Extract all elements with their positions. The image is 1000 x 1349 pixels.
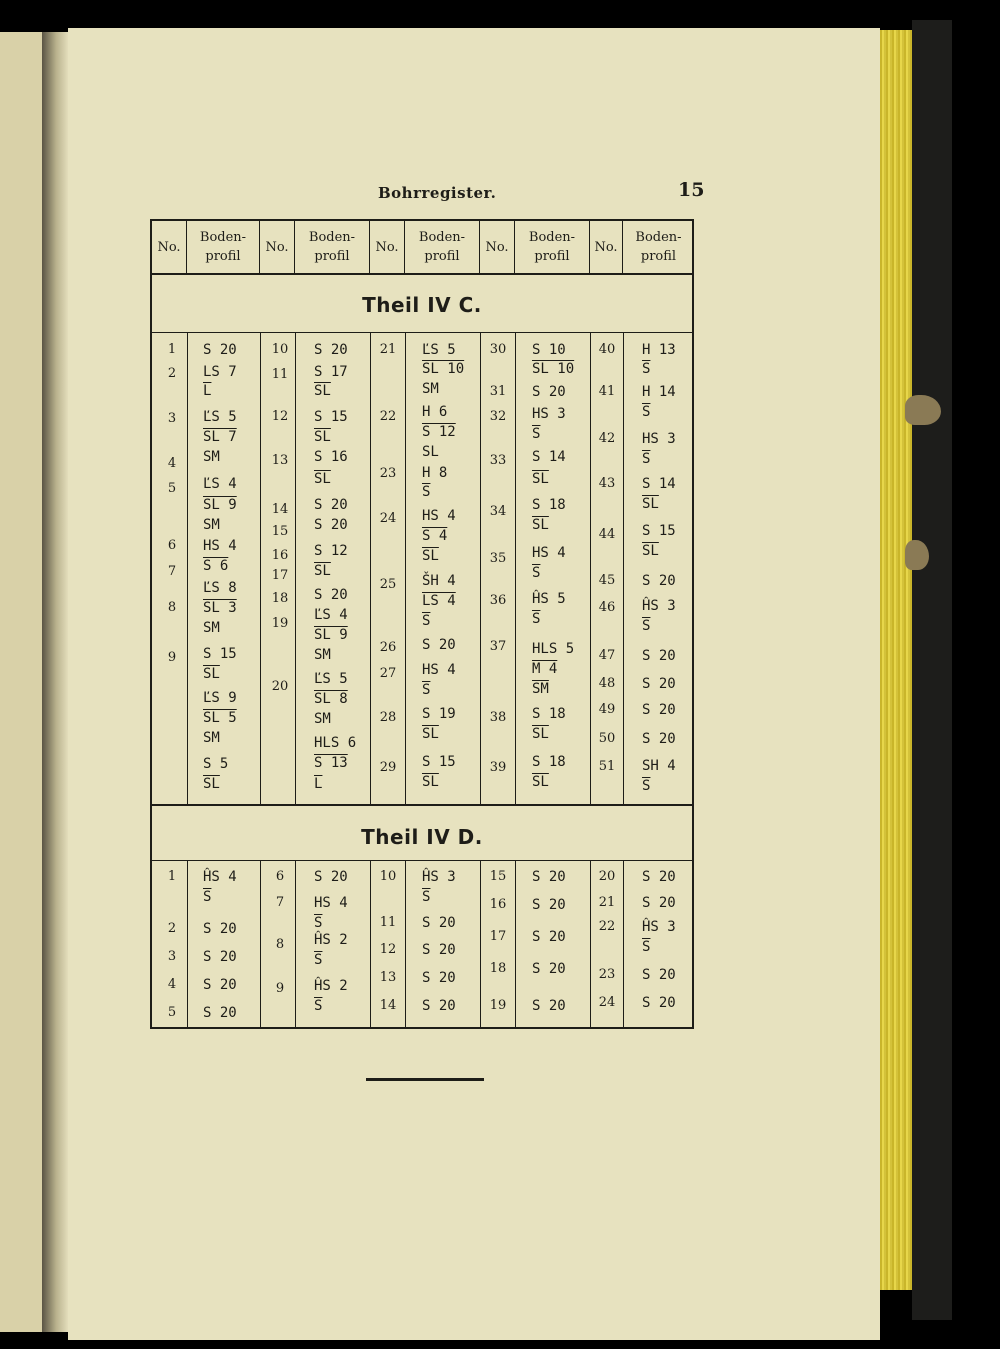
soil-profile-line: $\overline{SL}$ bbox=[314, 563, 331, 579]
soil-profile-line: H 6 bbox=[422, 404, 448, 420]
section-rule bbox=[152, 860, 692, 861]
soil-profile-line: S 20 bbox=[642, 895, 676, 911]
soil-profile-line: ĤS 3 bbox=[422, 869, 456, 885]
soil-profile-line: S 12 bbox=[314, 543, 348, 559]
soil-profile-line: $\overline{SL}$ bbox=[203, 776, 220, 792]
soil-profile-line: SM bbox=[203, 620, 220, 636]
row-number: 38 bbox=[489, 710, 507, 725]
row-number: 40 bbox=[598, 342, 616, 357]
soil-profile-line: ĤS 2 bbox=[314, 978, 348, 994]
soil-profile-line: S 15 bbox=[642, 523, 676, 539]
soil-profile-line: $\overline{L}$ bbox=[314, 776, 323, 792]
column-rule bbox=[187, 860, 188, 1027]
soil-profile-line: $\overline{SL}$ bbox=[203, 666, 220, 682]
header-rule bbox=[152, 273, 692, 275]
soil-profile-line: S 16 bbox=[314, 449, 348, 465]
row-number: 23 bbox=[598, 967, 616, 982]
soil-profile-line: ĽS 5 bbox=[422, 342, 456, 358]
soil-profile-line: S 20 bbox=[422, 998, 456, 1014]
end-rule bbox=[366, 1078, 484, 1081]
row-number: 46 bbox=[598, 600, 616, 615]
soil-profile-line: S 10 bbox=[532, 342, 566, 358]
row-number: 9 bbox=[275, 981, 285, 996]
column-rule bbox=[623, 860, 624, 1027]
row-number: 1 bbox=[167, 342, 177, 357]
soil-profile-line: HS 4 bbox=[203, 538, 237, 554]
soil-profile-line: S 20 bbox=[314, 869, 348, 885]
row-number: 31 bbox=[489, 384, 507, 399]
running-head: Bohrregister. bbox=[378, 184, 497, 202]
column-rule bbox=[480, 332, 481, 804]
row-number: 47 bbox=[598, 648, 616, 663]
row-number: 18 bbox=[271, 591, 289, 606]
row-number: 24 bbox=[379, 511, 397, 526]
column-rule bbox=[590, 332, 591, 804]
soil-profile-line: SL 10 bbox=[532, 361, 575, 377]
soil-profile-line: S 20 bbox=[532, 897, 566, 913]
row-number: 15 bbox=[271, 524, 289, 539]
soil-profile-line: H 13 bbox=[642, 342, 676, 358]
soil-profile-line: S 20 bbox=[203, 977, 237, 993]
soil-profile-line: SL 9 bbox=[314, 627, 348, 643]
row-number: 42 bbox=[598, 431, 616, 446]
page-number: 15 bbox=[678, 179, 705, 201]
section-rule bbox=[152, 332, 692, 333]
soil-profile-line: M 4 bbox=[532, 661, 558, 677]
soil-profile-line: S 20 bbox=[642, 676, 676, 692]
soil-profile-line: HS 4 bbox=[532, 545, 566, 561]
soil-profile-line: S 20 bbox=[532, 929, 566, 945]
row-number: 18 bbox=[489, 961, 507, 976]
soil-profile-line: ĤS 3 bbox=[642, 598, 676, 614]
soil-profile-line: ĽS 5 bbox=[314, 671, 348, 687]
soil-profile-line: $\overline{SL}$ bbox=[642, 543, 659, 559]
soil-profile-line: SL 10 bbox=[422, 361, 465, 377]
row-number: 20 bbox=[271, 679, 289, 694]
soil-profile-line: ŠH 4 bbox=[422, 573, 456, 589]
column-rule bbox=[590, 860, 591, 1027]
row-number: 25 bbox=[379, 577, 397, 592]
soil-profile-line: S 20 bbox=[203, 342, 237, 358]
soil-profile-line: S 20 bbox=[314, 587, 348, 603]
soil-profile-line: $\overline{S}$ bbox=[422, 889, 431, 905]
row-number: 29 bbox=[379, 760, 397, 775]
row-number: 12 bbox=[379, 942, 397, 957]
soil-profile-line: $\overline{SL}$ bbox=[532, 774, 549, 790]
soil-profile-line: ĽS 9 bbox=[203, 690, 237, 706]
soil-profile-line: $\overline{S}$ bbox=[642, 404, 651, 420]
header-no: No. bbox=[260, 221, 295, 273]
soil-profile-line: $\overline{SL}$ bbox=[422, 548, 439, 564]
row-number: 4 bbox=[167, 977, 177, 992]
row-number: 6 bbox=[167, 538, 177, 553]
soil-profile-line: $\overline{SM}$ bbox=[532, 681, 549, 697]
soil-profile-line: SL 9 bbox=[203, 497, 237, 513]
soil-profile-line: S 20 bbox=[642, 731, 676, 747]
soil-profile-line: S 20 bbox=[314, 517, 348, 533]
soil-profile-line: S 20 bbox=[642, 995, 676, 1011]
soil-profile-line: S 19 bbox=[422, 706, 456, 722]
row-number: 22 bbox=[379, 409, 397, 424]
row-number: 26 bbox=[379, 640, 397, 655]
soil-profile-line: S 15 bbox=[314, 409, 348, 425]
soil-profile-line: S 20 bbox=[422, 970, 456, 986]
row-number: 17 bbox=[271, 568, 289, 583]
soil-profile-line: S 12 bbox=[422, 424, 456, 440]
row-number: 3 bbox=[167, 949, 177, 964]
soil-profile-line: S 20 bbox=[532, 961, 566, 977]
header-no: No. bbox=[590, 221, 623, 273]
soil-profile-line: ĤS 5 bbox=[532, 591, 566, 607]
row-number: 11 bbox=[379, 915, 397, 930]
soil-profile-line: S 14 bbox=[532, 449, 566, 465]
soil-profile-line: ĽS 8 bbox=[203, 580, 237, 596]
soil-profile-line: $\overline{S}$ bbox=[642, 939, 651, 955]
soil-profile-line: SM bbox=[203, 730, 220, 746]
row-number: 12 bbox=[271, 409, 289, 424]
torn-page-mark bbox=[905, 540, 929, 570]
soil-profile-line: SL 3 bbox=[203, 600, 237, 616]
row-number: 43 bbox=[598, 476, 616, 491]
soil-profile-line: S 20 bbox=[532, 998, 566, 1014]
soil-profile-line: $\overline{S}$ bbox=[642, 778, 651, 794]
row-number: 48 bbox=[598, 676, 616, 691]
soil-profile-line: LS 4 bbox=[422, 593, 456, 609]
soil-profile-line: $\overline{L}$ bbox=[203, 383, 212, 399]
soil-profile-line: SL 8 bbox=[314, 691, 348, 707]
soil-profile-line: S 18 bbox=[532, 497, 566, 513]
soil-profile-line: $\overline{SL}$ bbox=[532, 471, 549, 487]
row-number: 21 bbox=[379, 342, 397, 357]
torn-page-mark bbox=[905, 395, 941, 425]
row-number: 14 bbox=[379, 998, 397, 1013]
soil-profile-line: SL 5 bbox=[203, 710, 237, 726]
soil-profile-line: HLS 6 bbox=[314, 735, 357, 751]
header-profil: Boden-profil bbox=[515, 221, 590, 273]
soil-profile-line: HS 3 bbox=[532, 406, 566, 422]
soil-profile-line: $\overline{SL}$ bbox=[532, 726, 549, 742]
boring-register-table bbox=[150, 219, 694, 1029]
soil-profile-line: S 14 bbox=[642, 476, 676, 492]
soil-profile-line: S 4 bbox=[422, 528, 448, 544]
row-number: 19 bbox=[271, 616, 289, 631]
column-rule bbox=[370, 860, 371, 1027]
column-rule bbox=[623, 332, 624, 804]
soil-profile-line: H 14 bbox=[642, 384, 676, 400]
soil-profile-line: S 6 bbox=[203, 558, 229, 574]
row-number: 7 bbox=[167, 564, 177, 579]
soil-profile-line: $\overline{S}$ bbox=[642, 451, 651, 467]
row-number: 45 bbox=[598, 573, 616, 588]
row-number: 35 bbox=[489, 551, 507, 566]
row-number: 22 bbox=[598, 919, 616, 934]
soil-profile-line: ĽS 4 bbox=[203, 476, 237, 492]
row-number: 2 bbox=[167, 921, 177, 936]
soil-profile-line: SL bbox=[422, 444, 439, 460]
header-no: No. bbox=[152, 221, 187, 273]
header-profil: Boden-profil bbox=[635, 230, 682, 264]
soil-profile-line: S 20 bbox=[422, 915, 456, 931]
header-profil: Boden-profil bbox=[187, 221, 260, 273]
soil-profile-line: S 20 bbox=[642, 869, 676, 885]
column-rule bbox=[295, 332, 296, 804]
soil-profile-line: H 8 bbox=[422, 465, 448, 481]
soil-profile-line: $\overline{SL}$ bbox=[314, 383, 331, 399]
soil-profile-line: ĽS 5 bbox=[203, 409, 237, 425]
soil-profile-line: S 5 bbox=[203, 756, 229, 772]
section-title: Theil IV C. bbox=[362, 293, 482, 317]
row-number: 24 bbox=[598, 995, 616, 1010]
row-number: 8 bbox=[275, 937, 285, 952]
row-number: 13 bbox=[271, 453, 289, 468]
column-rule bbox=[260, 332, 261, 804]
row-number: 1 bbox=[167, 869, 177, 884]
soil-profile-line: $\overline{S}$ bbox=[642, 618, 651, 634]
soil-profile-line: $\overline{SL}$ bbox=[314, 471, 331, 487]
row-number: 16 bbox=[489, 897, 507, 912]
row-number: 17 bbox=[489, 929, 507, 944]
soil-profile-line: $\overline{SL}$ bbox=[642, 496, 659, 512]
header-profil: Boden-profil bbox=[405, 221, 480, 273]
soil-profile-line: $\overline{SL}$ bbox=[314, 429, 331, 445]
row-number: 27 bbox=[379, 666, 397, 681]
soil-profile-line: SM bbox=[314, 711, 331, 727]
row-number: 37 bbox=[489, 639, 507, 654]
row-number: 51 bbox=[598, 759, 616, 774]
soil-profile-line: S 20 bbox=[642, 648, 676, 664]
soil-profile-line: S 20 bbox=[642, 967, 676, 983]
soil-profile-line: S 20 bbox=[203, 1005, 237, 1021]
row-number: 10 bbox=[271, 342, 289, 357]
row-number: 7 bbox=[275, 895, 285, 910]
row-number: 33 bbox=[489, 453, 507, 468]
soil-profile-line: $\overline{S}$ bbox=[203, 889, 212, 905]
soil-profile-line: $\overline{SL}$ bbox=[532, 517, 549, 533]
row-number: 19 bbox=[489, 998, 507, 1013]
soil-profile-line: SM bbox=[422, 381, 439, 397]
soil-profile-line: $\overline{S}$ bbox=[314, 915, 323, 931]
column-rule bbox=[405, 332, 406, 804]
soil-profile-line: S 20 bbox=[203, 921, 237, 937]
row-number: 14 bbox=[271, 502, 289, 517]
row-number: 3 bbox=[167, 411, 177, 426]
row-number: 20 bbox=[598, 869, 616, 884]
soil-profile-line: S 15 bbox=[422, 754, 456, 770]
soil-profile-line: SH 4 bbox=[642, 758, 676, 774]
row-number: 44 bbox=[598, 527, 616, 542]
soil-profile-line: HS 4 bbox=[422, 662, 456, 678]
left-page-edge bbox=[0, 32, 42, 1332]
header-profil: Boden-profil bbox=[295, 221, 370, 273]
row-number: 41 bbox=[598, 384, 616, 399]
row-number: 5 bbox=[167, 481, 177, 496]
section-title: Theil IV D. bbox=[361, 825, 483, 849]
soil-profile-line: LS 7 bbox=[203, 364, 237, 380]
column-rule bbox=[515, 332, 516, 804]
soil-profile-line: $\overline{S}$ bbox=[532, 426, 541, 442]
soil-profile-line: $\overline{S}$ bbox=[422, 682, 431, 698]
soil-profile-line: $\overline{SL}$ bbox=[422, 774, 439, 790]
soil-profile-line: S 18 bbox=[532, 706, 566, 722]
soil-profile-line: HS 3 bbox=[642, 431, 676, 447]
column-rule bbox=[295, 860, 296, 1027]
column-rule bbox=[187, 332, 188, 804]
soil-profile-line: HS 4 bbox=[314, 895, 348, 911]
soil-profile-line: $\overline{S}$ bbox=[314, 952, 323, 968]
soil-profile-line: $\overline{S}$ bbox=[422, 484, 431, 500]
soil-profile-line: ĽS 4 bbox=[314, 607, 348, 623]
row-number: 13 bbox=[379, 970, 397, 985]
row-number: 16 bbox=[271, 548, 289, 563]
soil-profile-line: S 15 bbox=[203, 646, 237, 662]
row-number: 9 bbox=[167, 650, 177, 665]
soil-profile-line: SL 7 bbox=[203, 429, 237, 445]
soil-profile-line: $\overline{S}$ bbox=[532, 565, 541, 581]
row-number: 21 bbox=[598, 895, 616, 910]
soil-profile-line: $\overline{SL}$ bbox=[422, 726, 439, 742]
soil-profile-line: S 20 bbox=[422, 637, 456, 653]
soil-profile-line: S 20 bbox=[532, 384, 566, 400]
row-number: 39 bbox=[489, 760, 507, 775]
soil-profile-line: $\overline{S}$ bbox=[314, 998, 323, 1014]
header-no: No. bbox=[370, 221, 405, 273]
row-number: 34 bbox=[489, 504, 507, 519]
row-number: 36 bbox=[489, 593, 507, 608]
page-block-edge bbox=[880, 30, 912, 1290]
row-number: 23 bbox=[379, 466, 397, 481]
column-rule bbox=[515, 860, 516, 1027]
soil-profile-line: ĤS 4 bbox=[203, 869, 237, 885]
header-no: No. bbox=[480, 221, 515, 273]
soil-profile-line: S 20 bbox=[642, 702, 676, 718]
book-cover bbox=[912, 20, 952, 1320]
soil-profile-line: SM bbox=[203, 449, 220, 465]
soil-profile-line: SM bbox=[314, 647, 331, 663]
soil-profile-line: ĤS 2 bbox=[314, 932, 348, 948]
row-number: 11 bbox=[271, 367, 289, 382]
column-rule bbox=[480, 860, 481, 1027]
row-number: 49 bbox=[598, 702, 616, 717]
column-rule bbox=[260, 860, 261, 1027]
row-number: 8 bbox=[167, 600, 177, 615]
section-rule bbox=[152, 804, 692, 806]
soil-profile-line: S 20 bbox=[422, 942, 456, 958]
row-number: 32 bbox=[489, 409, 507, 424]
row-number: 30 bbox=[489, 342, 507, 357]
row-number: 5 bbox=[167, 1005, 177, 1020]
soil-profile-line: $\overline{S}$ bbox=[422, 613, 431, 629]
row-number: 28 bbox=[379, 710, 397, 725]
column-rule bbox=[370, 332, 371, 804]
soil-profile-line: ĤS 3 bbox=[642, 919, 676, 935]
soil-profile-line: S 20 bbox=[642, 573, 676, 589]
row-number: 10 bbox=[379, 869, 397, 884]
row-number: 2 bbox=[167, 366, 177, 381]
soil-profile-line: S 20 bbox=[314, 342, 348, 358]
soil-profile-line: $\overline{S}$ bbox=[642, 361, 651, 377]
soil-profile-line: HS 4 bbox=[422, 508, 456, 524]
soil-profile-line: S 13 bbox=[314, 755, 348, 771]
row-number: 50 bbox=[598, 731, 616, 746]
column-rule bbox=[405, 860, 406, 1027]
row-number: 15 bbox=[489, 869, 507, 884]
soil-profile-line: SM bbox=[203, 517, 220, 533]
row-number: 4 bbox=[167, 456, 177, 471]
soil-profile-line: HLS 5 bbox=[532, 641, 575, 657]
book-gutter bbox=[42, 32, 68, 1332]
row-number: 6 bbox=[275, 869, 285, 884]
soil-profile-line: S 17 bbox=[314, 364, 348, 380]
soil-profile-line: S 20 bbox=[203, 949, 237, 965]
soil-profile-line: $\overline{S}$ bbox=[532, 611, 541, 627]
soil-profile-line: S 20 bbox=[532, 869, 566, 885]
soil-profile-line: S 20 bbox=[314, 497, 348, 513]
soil-profile-line: S 18 bbox=[532, 754, 566, 770]
